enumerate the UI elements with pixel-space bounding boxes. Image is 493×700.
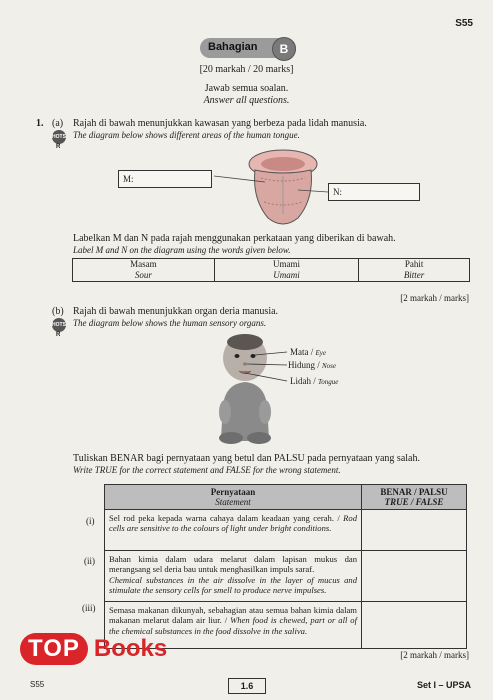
part-b-text-en: The diagram below shows the human sensory organs. [73, 318, 267, 328]
answer-header-ms: BENAR / PALSU [380, 487, 448, 497]
part-b-instruction-ms: Tuliskan BENAR bagi pernyataan yang betul dan PALSU pada pernyataan yang salah. [73, 453, 420, 464]
instruction-en: Answer all questions. [203, 95, 290, 106]
organ-label-eye: Mata / Eye [290, 347, 327, 357]
marks-total: [20 markah / 20 marks] [199, 64, 294, 75]
word-ms: Umami [272, 259, 300, 269]
statement-number: (i) [86, 516, 95, 526]
footer-page-number: S55 [30, 680, 45, 689]
label-n: N: [333, 187, 342, 197]
page-number: S55 [455, 18, 473, 29]
section-letter: B [272, 37, 296, 61]
statement-header-en: Statement [215, 497, 251, 507]
section-heading [200, 38, 296, 58]
word-cell [214, 259, 358, 282]
label-m: M: [123, 174, 134, 184]
statement-ms: Semasa makanan dikunyah, sebahagian atau semua bahan kimia dalam makanan melarut dalam air liur. / [109, 605, 357, 626]
instruction-ms: Jawab semua soalan. [204, 83, 289, 94]
part-b-label: (b) [52, 306, 64, 317]
logo-text: Books [93, 635, 168, 662]
hots-sub-label: R [56, 144, 61, 150]
label-box-m[interactable] [118, 170, 212, 188]
logo-badge: TOP [20, 633, 88, 665]
part-a-instruction-en: Label M and N on the diagram using the words given below. [73, 245, 291, 255]
footer-page-label: 1.6 [228, 678, 266, 694]
word-ms: Masam [130, 259, 157, 269]
part-a-marks: [2 markah / marks] [400, 293, 469, 303]
label-box-n[interactable] [328, 183, 420, 201]
statement-number: (ii) [84, 556, 95, 566]
answer-header [362, 485, 467, 510]
part-a-instruction-ms: Labelkan M dan N pada rajah menggunakan perkataan yang diberikan di bawah. [73, 233, 396, 244]
part-a-text-en: The diagram below shows different areas of the human tongue. [73, 130, 300, 140]
organ-en: Eye [315, 349, 327, 357]
part-a-text-ms: Rajah di bawah menunjukkan kawasan yang berbeza pada lidah manusia. [73, 118, 367, 129]
word-en: Umami [273, 270, 300, 280]
word-cell [359, 259, 470, 282]
table-row [105, 551, 467, 602]
question-number: 1. [36, 118, 44, 129]
hots-badge-icon: HOTS [52, 130, 66, 144]
word-en: Bitter [403, 270, 425, 280]
organ-label-tongue: Lidah / Tongue [290, 376, 339, 386]
word-en: Sour [134, 270, 152, 280]
statement-ms: Sel rod peka kepada warna cahaya dalam keadaan yang cerah. / [109, 513, 340, 523]
statement-number: (iii) [82, 603, 96, 613]
footer-set-label: Set I – UPSA [416, 680, 471, 690]
organ-ms: Mata [290, 347, 309, 357]
part-b-instruction-en: Write TRUE for the correct statement and FALSE for the wrong statement. [73, 465, 341, 475]
organ-en: Nose [322, 362, 337, 370]
statement-en: Chemical substances in the air dissolve in the layer of mucus and stimulate the sensory cells for smell to produce nerve impulses. [109, 574, 357, 596]
organ-label-nose: Hidung / Nose [288, 360, 337, 370]
word-cell [73, 259, 215, 282]
statement-cell [105, 551, 362, 602]
hots-sub-label: R [56, 332, 61, 338]
statement-table [104, 484, 467, 649]
statement-cell [105, 510, 362, 551]
part-a-label: (a) [52, 118, 64, 129]
answer-cell[interactable] [362, 602, 467, 649]
organ-en: Tongue [318, 378, 339, 386]
statement-header-ms: Pernyataan [210, 487, 256, 497]
part-b-text-ms: Rajah di bawah menunjukkan organ deria manusia. [73, 306, 279, 317]
answer-cell[interactable] [362, 551, 467, 602]
statement-ms: Bahan kimia dalam udara melarut dalam lapisan mukus dan merangsang sel deria bau untuk menghasilkan impuls saraf. [109, 554, 357, 575]
organ-ms: Lidah [290, 376, 311, 386]
table-row [105, 510, 467, 551]
section-label: Bahagian [208, 41, 258, 53]
statement-header [105, 485, 362, 510]
answer-cell[interactable] [362, 510, 467, 551]
statement-en: When food is chewed, part or all of the chemical substances in the food dissolve in the saliva. [109, 615, 357, 636]
statement-en: Rod cells are sensitive to the colours of light under bright conditions. [109, 513, 358, 534]
word-bank-table [72, 258, 470, 282]
organ-ms: Hidung [288, 360, 315, 370]
topbooks-logo [20, 633, 167, 665]
hots-badge-icon: HOTS [52, 318, 66, 332]
answer-header-en: TRUE / FALSE [384, 497, 444, 507]
word-ms: Pahit [404, 259, 424, 269]
part-b-marks: [2 markah / marks] [400, 650, 469, 660]
